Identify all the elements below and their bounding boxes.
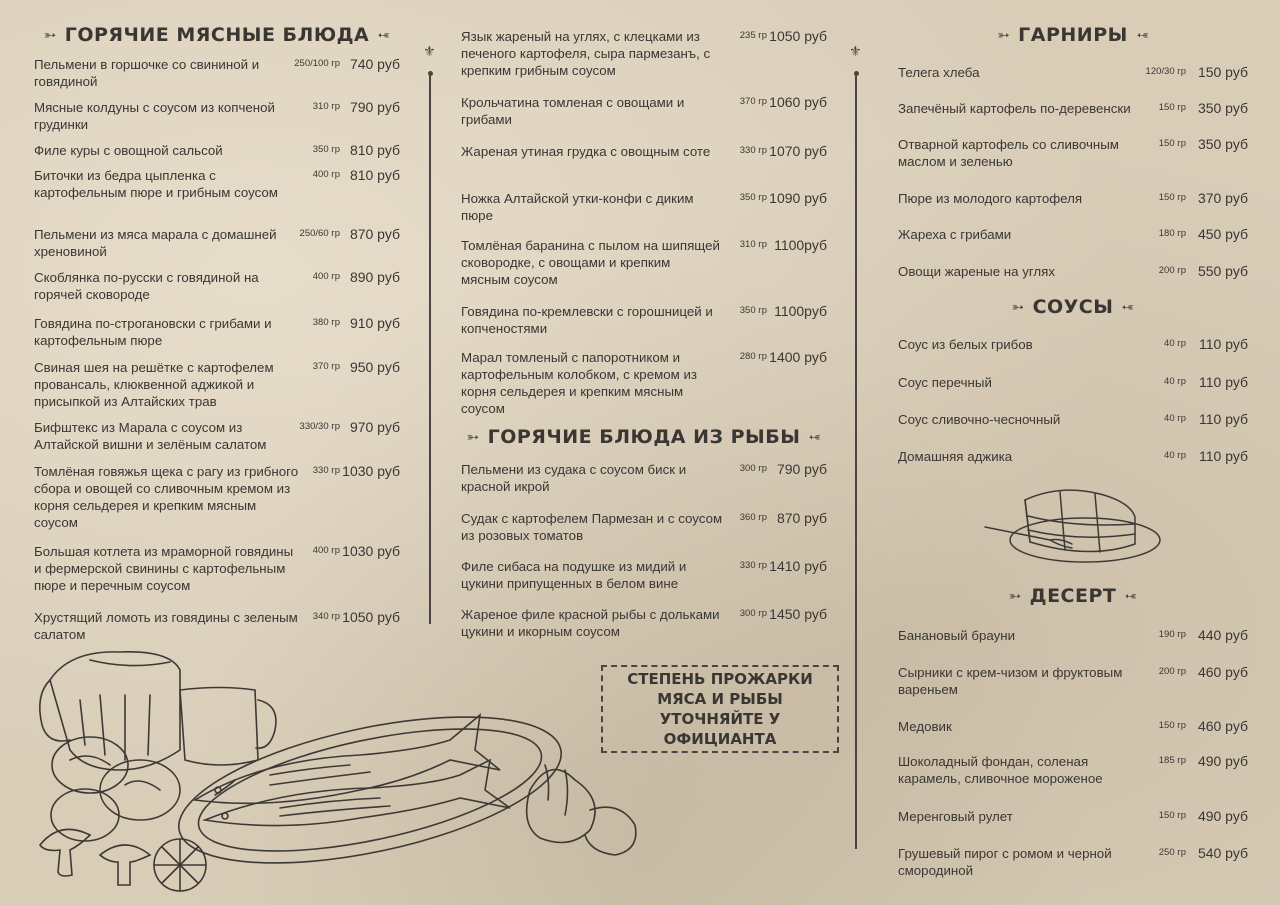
menu-item-name: Ножка Алтайской утки-конфи с диким пюре xyxy=(461,191,694,223)
menu-item-name: Соус сливочно-чесночный xyxy=(898,412,1061,427)
menu-item-price: 440 руб xyxy=(1197,627,1248,643)
menu-item-price: 350 руб xyxy=(1197,100,1248,116)
menu-item-weight: 250/100 гр xyxy=(294,58,340,69)
swirl-ornament-icon: ➳ xyxy=(997,26,1011,44)
menu-item-name: Марал томленый с папоротником и картофельным колобком, с кремом из корня сельдерея и крепким мясным соусом xyxy=(461,350,697,416)
menu-item-weight: 400 гр xyxy=(312,545,340,556)
menu-item-weight: 330/30 гр xyxy=(299,421,340,432)
menu-item-price: 950 руб xyxy=(349,359,400,375)
menu-item-weight: 310 гр xyxy=(739,239,767,250)
swirl-ornament-icon: ➳ xyxy=(377,26,391,44)
menu-item-price: 460 руб xyxy=(1197,718,1248,734)
menu-item-name: Филе сибаса на подушке из мидий и цукини припущенных в белом вине xyxy=(461,559,687,591)
menu-item-weight: 310 гр xyxy=(312,101,340,112)
menu-item-name: Банановый брауни xyxy=(898,628,1016,643)
menu-item-name: Соус из белых грибов xyxy=(898,337,1033,352)
fleur-divider-icon: ⚜ xyxy=(423,43,436,59)
menu-item-price: 870 руб xyxy=(349,226,400,242)
menu-item-weight: 250 гр xyxy=(1158,847,1186,858)
menu-item-price: 1060 руб xyxy=(769,94,827,110)
menu-item-name: Меренговый рулет xyxy=(898,809,1013,824)
menu-item-weight: 190 гр xyxy=(1158,629,1186,640)
menu-item-weight: 150 гр xyxy=(1158,720,1186,731)
menu-item-weight: 330 гр xyxy=(312,465,340,476)
menu-item-name: Пюре из молодого картофеля xyxy=(898,191,1083,206)
menu-item-name: Крольчатина томленая с овощами и грибами xyxy=(461,95,685,127)
menu-item-name: Судак с картофелем Пармезан и с соусом из розовых томатов xyxy=(461,511,723,543)
menu-item-weight: 40 гр xyxy=(1164,376,1186,387)
menu-item-weight: 300 гр xyxy=(739,463,767,474)
swirl-ornament-icon: ➳ xyxy=(1124,587,1138,605)
menu-item-name: Скоблянка по-русски с говядиной на горячей сковороде xyxy=(34,270,259,302)
fish-platter-illustration xyxy=(30,640,650,900)
menu-item-price: 1450 руб xyxy=(769,606,827,622)
menu-item-weight: 360 гр xyxy=(739,512,767,523)
menu-item-weight: 400 гр xyxy=(312,169,340,180)
menu-item-name: Домашняя аджика xyxy=(898,449,1013,464)
menu-item-price: 1400 руб xyxy=(769,349,827,365)
menu-item-weight: 330 гр xyxy=(739,560,767,571)
menu-item-weight: 350 гр xyxy=(739,192,767,203)
menu-item-price: 1070 руб xyxy=(769,143,827,159)
menu-item-name: Сырники с крем-чизом и фруктовым вареньем xyxy=(898,665,1123,697)
menu-item-price: 910 руб xyxy=(349,315,400,331)
menu-item-name: Жареная утиная грудка с овощным соте xyxy=(461,144,711,159)
section-title-garnish: ➳ ГАРНИРЫ ➳ xyxy=(997,24,1149,46)
menu-item-price: 350 руб xyxy=(1197,136,1248,152)
menu-item-weight: 40 гр xyxy=(1164,450,1186,461)
swirl-ornament-icon: ➳ xyxy=(1135,26,1149,44)
menu-item-name: Томлёная баранина с пылом на шипящей сковородке, с овощами и крепким мясным соусом xyxy=(461,238,720,287)
menu-item-name: Пельмени из судака с соусом биск и красной икрой xyxy=(461,462,687,494)
menu-item-weight: 180 гр xyxy=(1158,228,1186,239)
menu-item-price: 1090 руб xyxy=(769,190,827,206)
menu-item-price: 1050 руб xyxy=(342,609,400,625)
menu-item-weight: 340 гр xyxy=(312,611,340,622)
menu-item-weight: 300 гр xyxy=(739,608,767,619)
menu-item-name: Свиная шея на решётке с картофелем провансаль, клюквенной аджикой и присыпкой из Алтайских трав xyxy=(34,360,274,409)
menu-item-name: Жареха с грибами xyxy=(898,227,1012,242)
menu-item-name: Бифштекс из Марала с соусом из Алтайской вишни и зелёным салатом xyxy=(34,420,267,452)
section-title-hot-meat: ➳ ГОРЯЧИЕ МЯСНЫЕ БЛЮДА ➳ xyxy=(43,24,391,46)
menu-item-name: Большая котлета из мраморной говядины и фермерской свинины с картофельным пюре и перечным соусом xyxy=(34,544,294,593)
menu-item-price: 110 руб xyxy=(1198,336,1248,352)
menu-item-weight: 150 гр xyxy=(1158,192,1186,203)
menu-item-name: Томлёная говяжья щека с рагу из грибного сбора и овощей со сливочным кремом из корня сельдерея и крепким мясным соусом xyxy=(34,464,299,530)
menu-item-name: Говядина по-кремлевски с горошницей и копченостями xyxy=(461,304,713,336)
menu-item-name: Соус перечный xyxy=(898,375,992,390)
menu-item-weight: 370 гр xyxy=(739,96,767,107)
menu-item-price: 970 руб xyxy=(349,419,400,435)
menu-item-name: Телега хлеба xyxy=(898,65,980,80)
menu-item-price: 450 руб xyxy=(1197,226,1248,242)
menu-item-price: 460 руб xyxy=(1197,664,1248,680)
menu-item-weight: 350 гр xyxy=(739,305,767,316)
section-title-sauces: ➳ СОУСЫ ➳ xyxy=(1011,296,1135,318)
menu-item-price: 1030 руб xyxy=(342,463,400,479)
menu-item-price: 810 руб xyxy=(349,142,400,158)
notice-line: СТЕПЕНЬ ПРОЖАРКИ xyxy=(627,670,813,688)
menu-item-price: 790 руб xyxy=(776,461,827,477)
menu-item-weight: 150 гр xyxy=(1158,138,1186,149)
menu-item-weight: 380 гр xyxy=(312,317,340,328)
fleur-divider-icon: ⚜ xyxy=(849,43,862,59)
menu-item-name: Пельмени в горшочке со свининой и говядиной xyxy=(34,57,260,89)
menu-item-price: 740 руб xyxy=(349,56,400,72)
menu-item-name: Шоколадный фондан, соленая карамель, сливочное мороженое xyxy=(898,754,1103,786)
menu-item-weight: 40 гр xyxy=(1164,413,1186,424)
menu-item-price: 110 руб xyxy=(1198,374,1248,390)
menu-item-name: Медовик xyxy=(898,719,952,734)
menu-item-price: 370 руб xyxy=(1197,190,1248,206)
swirl-ornament-icon: ➳ xyxy=(1011,298,1025,316)
menu-item-price: 870 руб xyxy=(776,510,827,526)
menu-item-weight: 200 гр xyxy=(1158,265,1186,276)
menu-item-name: Хрустящий ломоть из говядины с зеленым салатом xyxy=(34,610,298,642)
menu-item-name: Язык жареный на углях, с клецками из печеного картофеля, сыра пармезанъ, с крепким грибным соусом xyxy=(461,29,711,78)
menu-item-price: 550 руб xyxy=(1197,263,1248,279)
menu-item-weight: 40 гр xyxy=(1164,338,1186,349)
menu-item-price: 150 руб xyxy=(1197,64,1248,80)
menu-item-price: 1410 руб xyxy=(769,558,827,574)
swirl-ornament-icon: ➳ xyxy=(808,428,822,446)
menu-item-weight: 120/30 гр xyxy=(1145,66,1186,77)
menu-item-price: 110 руб xyxy=(1198,448,1248,464)
menu-item-name: Овощи жареные на углях xyxy=(898,264,1056,279)
menu-item-weight: 185 гр xyxy=(1158,755,1186,766)
notice-line: МЯСА И РЫБЫ xyxy=(657,690,783,708)
menu-item-price: 1100руб xyxy=(774,237,827,253)
menu-item-weight: 235 гр xyxy=(739,30,767,41)
menu-item-price: 810 руб xyxy=(349,167,400,183)
menu-item-price: 1050 руб xyxy=(769,28,827,44)
menu-item-weight: 150 гр xyxy=(1158,810,1186,821)
menu-item-name: Мясные колдуны с соусом из копченой грудинки xyxy=(34,100,275,132)
menu-item-price: 110 руб xyxy=(1198,411,1248,427)
column-divider-right xyxy=(855,72,857,849)
menu-item-weight: 150 гр xyxy=(1158,102,1186,113)
swirl-ornament-icon: ➳ xyxy=(1121,298,1135,316)
swirl-ornament-icon: ➳ xyxy=(1008,587,1022,605)
menu-item-price: 540 руб xyxy=(1197,845,1248,861)
menu-item-price: 890 руб xyxy=(349,269,400,285)
menu-item-price: 1100руб xyxy=(774,303,827,319)
menu-item-weight: 400 гр xyxy=(312,271,340,282)
menu-item-weight: 350 гр xyxy=(312,144,340,155)
menu-item-weight: 200 гр xyxy=(1158,666,1186,677)
menu-item-price: 490 руб xyxy=(1197,808,1248,824)
menu-item-name: Говядина по-строгановски с грибами и картофельным пюре xyxy=(34,316,272,348)
menu-item-weight: 330 гр xyxy=(739,145,767,156)
section-title-hot-fish: ➳ ГОРЯЧИЕ БЛЮДА ИЗ РЫБЫ ➳ xyxy=(466,426,822,448)
swirl-ornament-icon: ➳ xyxy=(43,26,57,44)
menu-item-weight: 370 гр xyxy=(312,361,340,372)
menu-item-name: Пельмени из мяса марала с домашней хреновиной xyxy=(34,227,277,259)
menu-item-weight: 280 гр xyxy=(739,351,767,362)
menu-item-name: Грушевый пирог с ромом и черной смородиной xyxy=(898,846,1112,878)
menu-item-name: Филе куры с овощной сальсой xyxy=(34,143,223,158)
column-divider-left xyxy=(429,72,431,624)
section-title-dessert: ➳ ДЕСЕРТ ➳ xyxy=(1008,585,1138,607)
menu-item-name: Запечёный картофель по-деревенски xyxy=(898,101,1131,116)
notice-line: УТОЧНЯЙТЕ У ОФИЦИАНТА xyxy=(659,710,781,748)
menu-item-weight: 250/60 гр xyxy=(299,228,340,239)
pie-slice-illustration xyxy=(980,482,1165,572)
menu-item-price: 790 руб xyxy=(349,99,400,115)
menu-item-price: 1030 руб xyxy=(342,543,400,559)
menu-item-name: Отварной картофель со сливочным маслом и зеленью xyxy=(898,137,1119,169)
menu-item-price: 490 руб xyxy=(1197,753,1248,769)
menu-item-name: Биточки из бедра цыпленка с картофельным пюре и грибным соусом xyxy=(34,168,278,200)
menu-item-name: Жареное филе красной рыбы с дольками цукини и икорным соусом xyxy=(461,607,720,639)
swirl-ornament-icon: ➳ xyxy=(466,428,480,446)
